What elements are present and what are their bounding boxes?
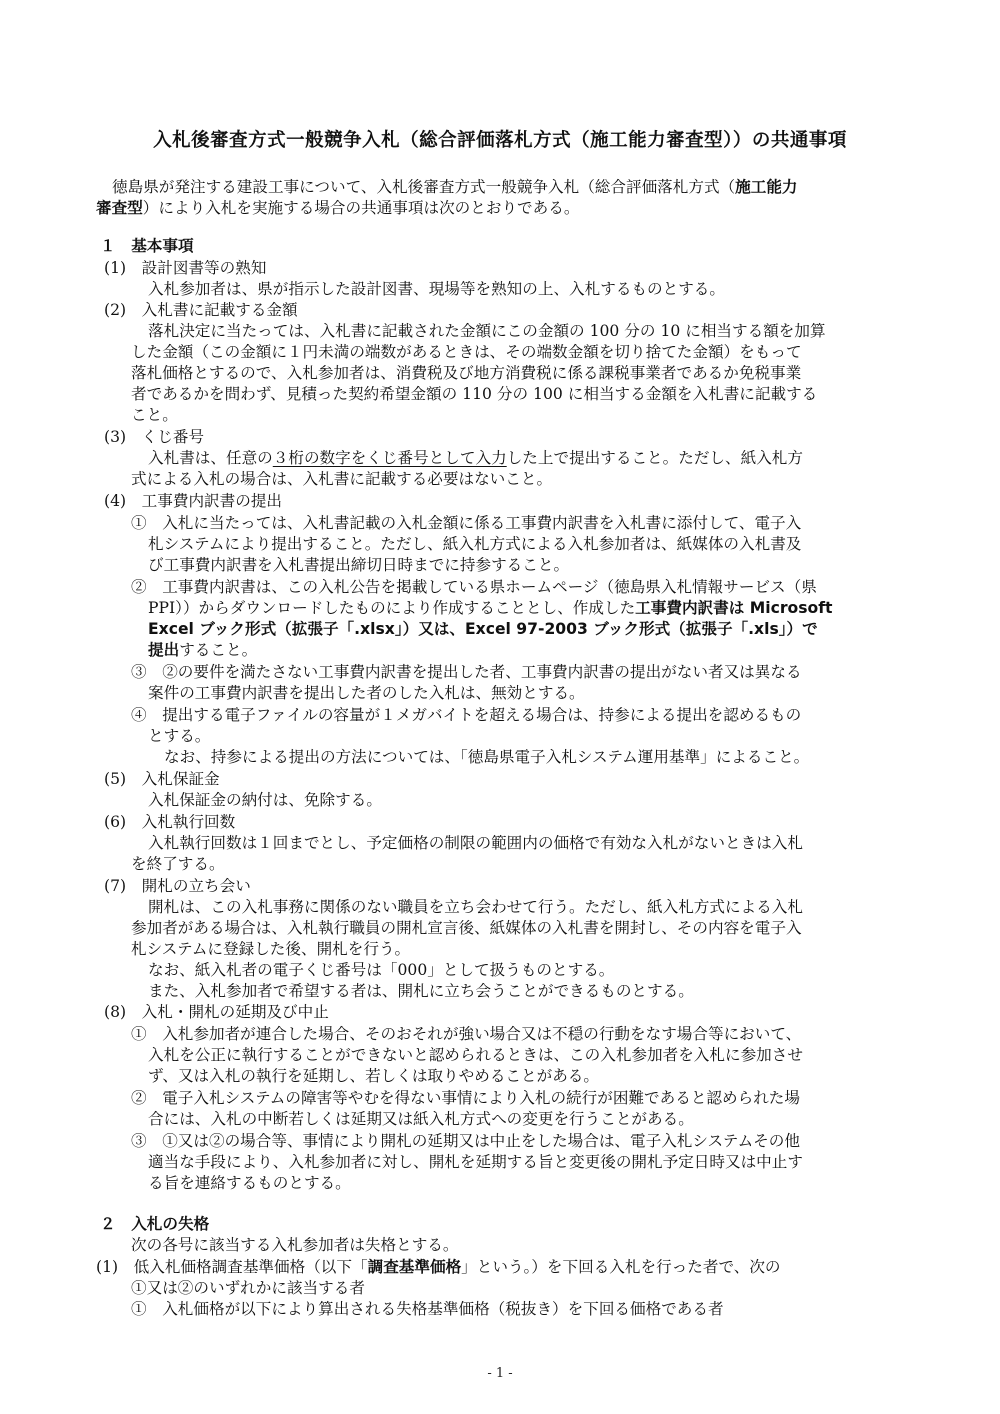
item-3-underlined: ３桁の数字をくじ番号として入力 bbox=[272, 449, 507, 467]
item-3-text-a: 入札書は、任意の bbox=[148, 449, 273, 467]
section-2-intro: 次の各号に該当する入札参加者は失格とする。 bbox=[131, 1236, 459, 1254]
item-4-2-line-4 bbox=[148, 640, 257, 660]
item-4-heading: (4) 工事費内訳書の提出 bbox=[104, 492, 283, 510]
section-2-item-1-text-a: (1) 低入札価格調査基準価格（以下「 bbox=[96, 1258, 368, 1276]
section-2-item-1-line-1 bbox=[96, 1257, 781, 1277]
item-6-line-1: 入札執行回数は１回までとし、予定価格の制限の範囲内の価格で有効な入札がないときは入札 bbox=[148, 834, 803, 852]
item-3-line-2: 式による入札の場合は、入札書に記載する必要はないこと。 bbox=[131, 470, 553, 488]
item-2-heading: (2) 入札書に記載する金額 bbox=[104, 301, 298, 319]
item-7-line-3: 札システムに登録した後、開札を行う。 bbox=[131, 940, 411, 958]
item-5-text: 入札保証金の納付は、免除する。 bbox=[148, 791, 382, 809]
item-8-3-line-1: ③ ①又は②の場合等、事情により開札の延期又は中止をした場合は、電子入札システムその他 bbox=[131, 1132, 800, 1150]
item-4-4-line-2: とする。 bbox=[148, 727, 211, 745]
intro-line-1 bbox=[112, 177, 798, 197]
section-2-item-1-line-2: ①又は②のいずれかに該当する者 bbox=[131, 1279, 365, 1297]
intro-text-2: ）により入札を実施する場合の共通事項は次のとおりである。 bbox=[142, 199, 580, 217]
item-4-2-tail: すること。 bbox=[179, 641, 258, 659]
item-4-3-line-2: 案件の工事費内訳書を提出した者のした入札は、無効とする。 bbox=[148, 684, 585, 702]
item-2-line-2: した金額（この金額に１円未満の端数があるときは、その端数金額を切り捨てた金額）をもって bbox=[131, 343, 802, 361]
intro-line-2 bbox=[96, 198, 579, 218]
item-7-heading: (7) 開札の立ち会い bbox=[104, 877, 251, 895]
item-8-1-line-2: 入札を公正に執行することができないと認められるときは、この入札参加者を入札に参加させ bbox=[148, 1046, 803, 1064]
item-4-2-line-2 bbox=[148, 598, 833, 618]
item-4-1-line-2: 札システムにより提出すること。ただし、紙入札方式による入札参加者は、紙媒体の入札書及 bbox=[148, 535, 802, 553]
item-5-heading: (5) 入札保証金 bbox=[104, 770, 220, 788]
item-3-line-1 bbox=[148, 448, 803, 468]
section-2-item-1-text-c: 」という。）を下回る入札を行った者で、次の bbox=[461, 1258, 781, 1276]
item-4-1-line-3: び工事費内訳書を入札書提出締切日時までに持参すること。 bbox=[148, 556, 570, 574]
intro-text-1: 徳島県が発注する建設工事について、入札後審査方式一般競争入札（総合評価落札方式（ bbox=[112, 178, 736, 196]
item-3-heading: (3) くじ番号 bbox=[104, 428, 205, 446]
item-6-heading: (6) 入札執行回数 bbox=[104, 813, 236, 831]
item-7-line-2: 参加者がある場合は、入札執行職員の開札宣言後、紙媒体の入札書を開封し、その内容を電子入 bbox=[131, 919, 802, 937]
document-title: 入札後審査方式一般競争入札（総合評価落札方式（施工能力審査型））の共通事項 bbox=[153, 130, 847, 151]
item-2-line-5: こと。 bbox=[131, 406, 178, 424]
page-number: - 1 - bbox=[487, 1366, 513, 1381]
section-2-item-1-sub-1: ① 入札価格が以下により算出される失格基準価格（税抜き）を下回る価格である者 bbox=[131, 1300, 724, 1318]
item-2-line-1: 落札決定に当たっては、入札書に記載された金額にこの金額の 100 分の 10 に相当する額を加算 bbox=[148, 322, 826, 340]
intro-bold-2: 審査型 bbox=[96, 199, 143, 217]
item-7-line-1: 開札は、この入札事務に関係のない職員を立ち会わせて行う。ただし、紙入札方式による入札 bbox=[148, 898, 803, 916]
item-4-2-bold-1: 工事費内訳書は Microsoft bbox=[635, 599, 833, 617]
item-6-line-2: を終了する。 bbox=[131, 855, 225, 873]
item-1-heading: (1) 設計図書等の熟知 bbox=[104, 259, 267, 277]
item-8-heading: (8) 入札・開札の延期及び中止 bbox=[104, 1003, 329, 1021]
section-1-heading: １ 基本事項 bbox=[100, 237, 194, 255]
item-4-3-line-1: ③ ②の要件を満たさない工事費内訳書を提出した者、工事費内訳書の提出がない者又は異なる bbox=[131, 663, 802, 681]
item-1-text: 入札参加者は、県が指示した設計図書、現場等を熟知の上、入札するものとする。 bbox=[148, 280, 725, 298]
item-8-2-line-1: ② 電子入札システムの障害等やむを得ない事情により入札の続行が困難であると認められた場 bbox=[131, 1089, 800, 1107]
item-4-2-line-3: Excel ブック形式（拡張子「.xlsx」）又は、Excel 97-2003 ブック形式（拡張子「.xls」）で bbox=[148, 620, 818, 638]
item-4-4-line-3: なお、持参による提出の方法については、「徳島県電子入札システム運用基準」によること。 bbox=[164, 748, 810, 766]
item-3-text-b: した上で提出すること。ただし、紙入札方 bbox=[506, 449, 803, 467]
item-4-2-bold-3: 提出 bbox=[148, 641, 180, 659]
item-8-3-line-2: 適当な手段により、入札参加者に対し、開札を延期する旨と変更後の開札予定日時又は中止す bbox=[148, 1153, 803, 1171]
section-2-heading: ２ 入札の失格 bbox=[100, 1215, 210, 1233]
item-8-2-line-2: 合には、入札の中断若しくは延期又は紙入札方式への変更を行うことがある。 bbox=[148, 1110, 694, 1128]
intro-bold-1: 施工能力 bbox=[735, 178, 798, 196]
item-4-2-text: PPI））からダウンロードしたものにより作成することとし、作成した bbox=[148, 599, 636, 617]
item-8-1-line-3: ず、又は入札の執行を延期し、若しくは取りやめることがある。 bbox=[148, 1067, 599, 1085]
item-7-line-5: また、入札参加者で希望する者は、開札に立ち会うことができるものとする。 bbox=[148, 982, 694, 1000]
section-2-item-1-bold: 調査基準価格 bbox=[367, 1258, 462, 1276]
item-8-3-line-3: る旨を連絡するものとする。 bbox=[148, 1174, 351, 1192]
item-4-4-line-1: ④ 提出する電子ファイルの容量が１メガバイトを超える場合は、持参による提出を認めるもの bbox=[131, 706, 802, 724]
item-4-2-line-1: ② 工事費内訳書は、この入札公告を掲載している県ホームページ（徳島県入札情報サービス（県 bbox=[131, 578, 817, 596]
item-7-line-4: なお、紙入札者の電子くじ番号は「000」として扱うものとする。 bbox=[148, 961, 615, 979]
item-2-line-4: 者であるかを問わず、見積った契約希望金額の 110 分の 100 に相当する金額を入札書に記載する bbox=[131, 385, 818, 403]
item-8-1-line-1: ① 入札参加者が連合した場合、そのおそれが強い場合又は不穏の行動をなす場合等において、 bbox=[131, 1025, 802, 1043]
item-2-line-3: 落札価格とするので、入札参加者は、消費税及び地方消費税に係る課税事業者であるか免税事業 bbox=[131, 364, 802, 382]
item-4-1-line-1: ① 入札に当たっては、入札書記載の入札金額に係る工事費内訳書を入札書に添付して、電子入 bbox=[131, 514, 802, 532]
